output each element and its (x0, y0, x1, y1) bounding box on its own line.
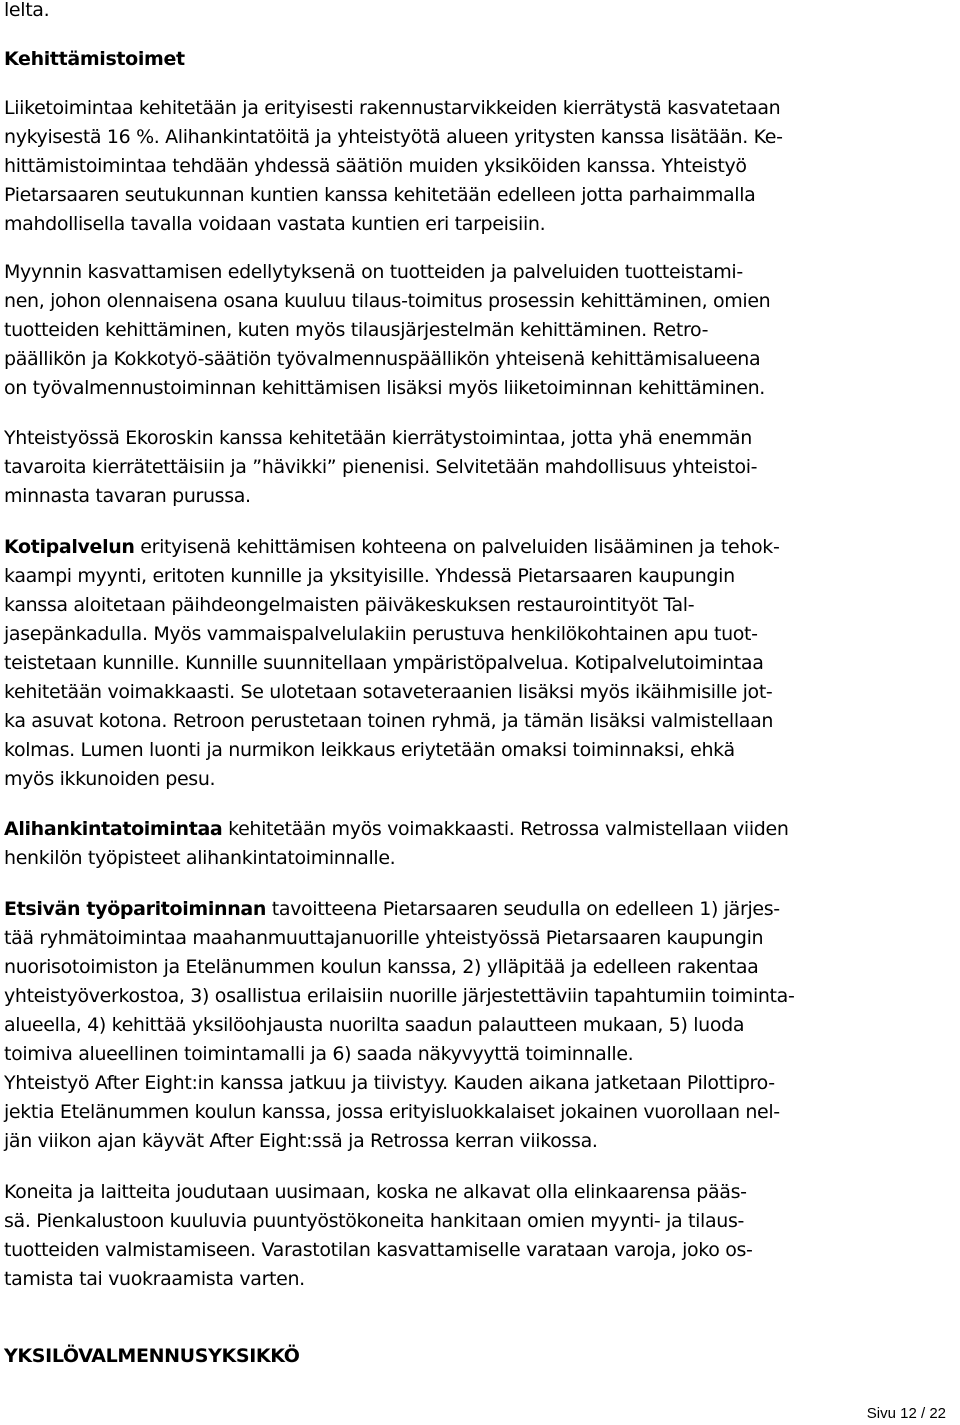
text-line: yhteistyöverkostoa, 3) osallistua erilaisiin nuorille järjestettäviin tapahtumiin toiminta- (4, 985, 795, 1007)
continued-text-fragment: lelta. (4, 0, 50, 21)
text-line: teistetaan kunnille. Kunnille suunnitellaan ympäristöpalvelua. Kotipalvelutoimintaa (4, 652, 764, 674)
section-heading-yksilovalmennusyksikko: YKSILÖVALMENNUSYKSIKKÖ (4, 1345, 300, 1367)
text-line: myös ikkunoiden pesu. (4, 768, 216, 790)
section-heading-kehittamistoimet: Kehittämistoimet (4, 48, 185, 70)
text-line: tuotteiden kehittäminen, kuten myös tilausjärjestelmän kehittäminen. Retro- (4, 319, 709, 341)
text-line: Koneita ja laitteita joudutaan uusimaan, koska ne alkavat olla elinkaarensa pääs- (4, 1181, 747, 1203)
text-fragment: erityisenä kehittämisen kohteena on palveluiden lisääminen ja tehok- (134, 536, 780, 558)
page-number: Sivu 12 / 22 (866, 1405, 946, 1422)
paragraph-koneet (4, 1178, 753, 1294)
text-line: tamista tai vuokraamista varten. (4, 1268, 305, 1290)
paragraph-liiketoiminta (4, 94, 783, 239)
text-line: nuorisotoimiston ja Etelänummen koulun kanssa, 2) ylläpitää ja edelleen rakentaa (4, 956, 759, 978)
bold-lead-term: Etsivän työparitoiminnan (4, 898, 267, 920)
text-line: Liiketoimintaa kehitetään ja erityisesti rakennustarvikkeiden kierrätystä kasvatetaan (4, 97, 781, 119)
text-line: jasepänkadulla. Myös vammaispalvelulakiin perustuva henkilökohtainen apu tuot- (4, 623, 758, 645)
text-line: jän viikon ajan käyvät After Eight:ssä ja Retrossa kerran viikossa. (4, 1130, 598, 1152)
text-line: on työvalmennustoiminnan kehittämisen lisäksi myös liiketoiminnan kehittäminen. (4, 377, 765, 399)
paragraph-kotipalvelu (4, 533, 779, 794)
text-line: Yhteistyö After Eight:in kanssa jatkuu ja tiivistyy. Kauden aikana jatketaan Pilottipro- (4, 1072, 775, 1094)
text-line: Myynnin kasvattamisen edellytyksenä on tuotteiden ja palveluiden tuotteistami- (4, 261, 743, 283)
text-line: kanssa aloitetaan päihdeongelmaisten päiväkeskuksen restaurointityöt Tal- (4, 594, 695, 616)
text-line: ka asuvat kotona. Retroon perustetaan toinen ryhmä, ja tämän lisäksi valmistellaan (4, 710, 774, 732)
text-line: nen, johon olennaisena osana kuuluu tilaus-toimitus prosessin kehittäminen, omien (4, 290, 771, 312)
text-line: henkilön työpisteet alihankintatoiminnalle. (4, 847, 396, 869)
text-line: mahdollisella tavalla voidaan vastata kuntien eri tarpeisiin. (4, 213, 546, 235)
paragraph-ekoroski (4, 424, 757, 511)
text-line (4, 815, 789, 844)
text-line: alueella, 4) kehittää yksilöohjausta nuorilta saadun palautteen mukaan, 5) luoda (4, 1014, 745, 1036)
text-line: jektia Etelänummen koulun kanssa, jossa erityisluokkalaiset jokainen vuorollaan nel- (4, 1101, 780, 1123)
text-line: päällikön ja Kokkotyö-säätiön työvalmennuspäällikön yhteisenä kehittämisalueena (4, 348, 761, 370)
text-line: sä. Pienkalustoon kuuluvia puuntyöstökoneita hankitaan omien myynti- ja tilaus- (4, 1210, 745, 1232)
text-line: minnasta tavaran purussa. (4, 485, 251, 507)
text-fragment: tavoitteena Pietarsaaren seudulla on edelleen 1) järjes- (266, 898, 780, 920)
text-line: tuotteiden valmistamiseen. Varastotilan kasvattamiselle varataan varoja, joko os- (4, 1239, 753, 1261)
text-line: Yhteistyössä Ekoroskin kanssa kehitetään kierrätystoimintaa, jotta yhä enemmän (4, 427, 752, 449)
text-line: Pietarsaaren seutukunnan kuntien kanssa kehitetään edelleen jotta parhaimmalla (4, 184, 756, 206)
bold-lead-term: Kotipalvelun (4, 536, 135, 558)
paragraph-myynti (4, 258, 770, 403)
text-line: nykyisestä 16 %. Alihankintatöitä ja yhteistyötä alueen yritysten kanssa lisätään. Ke- (4, 126, 783, 148)
text-line: tavaroita kierrätettäisiin ja ”hävikki” pienenisi. Selvitetään mahdollisuus yhteistoi- (4, 456, 758, 478)
text-line: kaampi myynti, eritoten kunnille ja yksityisille. Yhdessä Pietarsaaren kaupungin (4, 565, 735, 587)
text-line: kolmas. Lumen luonti ja nurmikon leikkaus eriytetään omaksi toiminnaksi, ehkä (4, 739, 735, 761)
paragraph-etsiva-tyopari (4, 895, 794, 1156)
text-line: tää ryhmätoimintaa maahanmuuttajanuorille yhteistyössä Pietarsaaren kaupungin (4, 927, 764, 949)
text-line (4, 895, 794, 924)
text-line: kehitetään voimakkaasti. Se ulotetaan sotaveteraanien lisäksi myös ikäihmisille jot- (4, 681, 773, 703)
text-line: toimiva alueellinen toimintamalli ja 6) saada näkyvyyttä toiminnalle. (4, 1043, 634, 1065)
text-line (4, 533, 779, 562)
text-fragment: kehitetään myös voimakkaasti. Retrossa valmistellaan viiden (222, 818, 789, 840)
bold-lead-term: Alihankintatoimintaa (4, 818, 223, 840)
paragraph-alihankinta (4, 815, 789, 873)
text-line: hittämistoimintaa tehdään yhdessä säätiön muiden yksiköiden kanssa. Yhteistyö (4, 155, 747, 177)
